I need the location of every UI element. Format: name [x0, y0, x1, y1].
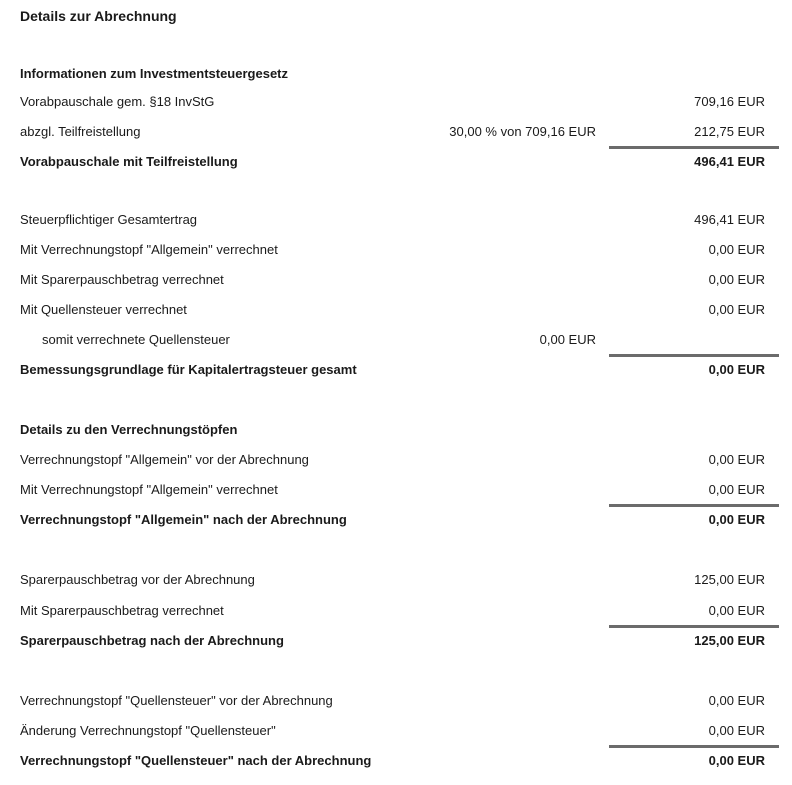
section-heading-investment: [0, 64, 792, 84]
row-amount: 0,00 EUR: [708, 452, 765, 467]
sum-divider: [609, 745, 779, 748]
row-label: somit verrechnete Quellensteuer: [42, 332, 230, 347]
row-bemessungsgrundlage: [0, 360, 792, 380]
section-heading-label: Details zu den Verrechnungstöpfen: [20, 422, 238, 437]
row-teilfreistellung: [0, 122, 792, 142]
row-amount: 0,00 EUR: [708, 723, 765, 738]
row-amount: 0,00 EUR: [708, 753, 765, 768]
row-label: Vorabpauschale mit Teilfreistellung: [20, 154, 238, 169]
row-label: Steuerpflichtiger Gesamtertrag: [20, 212, 198, 227]
row-label: Verrechnungstopf "Quellensteuer" vor der Abrechnung: [20, 693, 333, 708]
row-amount: 212,75 EUR: [694, 124, 765, 139]
row-calculation: 0,00 EUR: [539, 332, 596, 347]
page-title: Details zur Abrechnung: [20, 8, 177, 24]
row-sparer-verrechnet-topf: [0, 601, 792, 621]
row-amount: 0,00 EUR: [708, 362, 765, 377]
row-allgemein-verrechnet: [0, 240, 792, 260]
row-somit-quellensteuer: [0, 330, 792, 350]
row-sparer-vor: [0, 570, 792, 590]
row-label: Mit Verrechnungstopf "Allgemein" verrechnet: [20, 482, 278, 497]
row-gesamtertrag: [0, 210, 792, 230]
row-label: Mit Verrechnungstopf "Allgemein" verrechnet: [20, 242, 278, 257]
row-label: Änderung Verrechnungstopf "Quellensteuer": [20, 723, 276, 738]
row-calculation: 30,00 % von 709,16 EUR: [449, 124, 596, 139]
row-amount: 125,00 EUR: [694, 633, 765, 648]
row-label: Mit Sparerpauschbetrag verrechnet: [20, 272, 224, 287]
section-heading-label: Informationen zum Investmentsteuergesetz: [20, 66, 288, 81]
row-amount: 709,16 EUR: [694, 94, 765, 109]
row-amount: 0,00 EUR: [708, 693, 765, 708]
row-amount: 496,41 EUR: [694, 212, 765, 227]
row-sparer-verrechnet: [0, 270, 792, 290]
row-amount: 496,41 EUR: [694, 154, 765, 169]
row-amount: 0,00 EUR: [708, 302, 765, 317]
sum-divider: [609, 146, 779, 149]
row-label: Mit Sparerpauschbetrag verrechnet: [20, 603, 224, 618]
row-allgemein-verrechnet-topf: [0, 480, 792, 500]
row-label: Vorabpauschale gem. §18 InvStG: [20, 94, 215, 109]
row-label: Mit Quellensteuer verrechnet: [20, 302, 187, 317]
sum-divider: [609, 504, 779, 507]
row-amount: 125,00 EUR: [694, 572, 765, 587]
row-quellensteuer-aenderung: [0, 721, 792, 741]
row-amount: 0,00 EUR: [708, 603, 765, 618]
row-label: Bemessungsgrundlage für Kapitalertragsteuer gesamt: [20, 362, 357, 377]
row-label: Sparerpauschbetrag nach der Abrechnung: [20, 633, 284, 648]
section-heading-toepfe: [0, 420, 792, 440]
row-label: Verrechnungstopf "Allgemein" vor der Abrechnung: [20, 452, 309, 467]
row-amount: 0,00 EUR: [708, 242, 765, 257]
row-quellensteuer-verrechnet: [0, 300, 792, 320]
row-amount: 0,00 EUR: [708, 272, 765, 287]
row-allgemein-nach: [0, 510, 792, 530]
row-label: abzgl. Teilfreistellung: [20, 124, 141, 139]
row-label: Sparerpauschbetrag vor der Abrechnung: [20, 572, 255, 587]
row-label: Verrechnungstopf "Quellensteuer" nach der Abrechnung: [20, 753, 372, 768]
row-quellensteuer-vor: [0, 691, 792, 711]
row-sparer-nach: [0, 631, 792, 651]
sum-divider: [609, 625, 779, 628]
sum-divider: [609, 354, 779, 357]
row-vorabpauschale: [0, 92, 792, 112]
row-allgemein-vor: [0, 450, 792, 470]
row-quellensteuer-nach: [0, 751, 792, 771]
row-vorabpauschale-total: [0, 152, 792, 172]
row-amount: 0,00 EUR: [708, 482, 765, 497]
row-label: Verrechnungstopf "Allgemein" nach der Abrechnung: [20, 512, 347, 527]
row-amount: 0,00 EUR: [708, 512, 765, 527]
